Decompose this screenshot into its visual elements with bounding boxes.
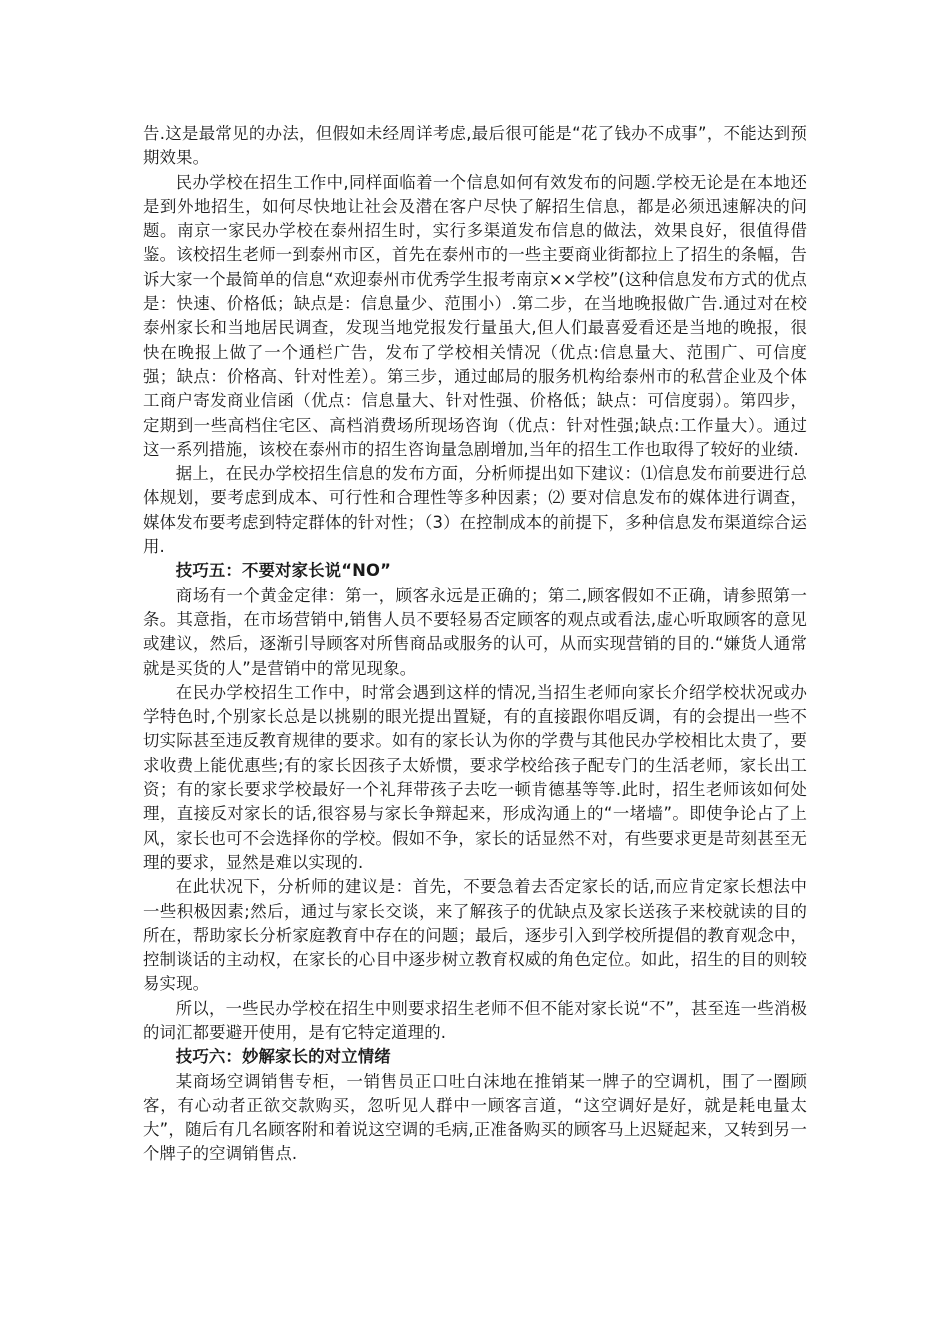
paragraph: 告.这是最常见的办法，但假如未经周详考虑,最后很可能是“花了钱办不成事”，不能达到预期效果。	[143, 124, 807, 168]
paragraph: 所以，一些民办学校在招生中则要求招生老师不但不能对家长说“不”，甚至连一些消极的词汇都要避开使用，是有它特定道理的.	[143, 998, 807, 1042]
paragraph: 某商场空调销售专柜，一销售员正口吐白沫地在推销某一牌子的空调机，围了一圈顾客，有心动者正欲交款购买，忽听见人群中一顾客言道，“这空调好是好，就是耗电量太大”，随后有几名顾客附和着说这空调的毛病,正准备购买的顾客马上迟疑起来，又转到另一个牌子的空调销售点.	[143, 1071, 807, 1164]
paragraph: 在民办学校招生工作中，时常会遇到这样的情况,当招生老师向家长介绍学校状况或办学特色时,个别家长总是以挑剔的眼光提出置疑，有的直接跟你唱反调，有的会提出一些不切实际甚至违反教育规律的要求。如有的家长认为你的学费与其他民办学校相比太贵了，要求收费上能优惠些;有的家长因孩子太娇惯，要求学校给孩子配专门的生活老师，家长出工资；有的家长要求学校最好一个礼拜带孩子去吃一顿肯德基等等.此时，招生老师该如何处理，直接反对家长的话,很容易与家长争辩起来，形成沟通上的“一堵墙”。即使争论占了上风，家长也可不会选择你的学校。假如不争，家长的话显然不对，有些要求更是苛刻甚至无理的要求，显然是难以实现的.	[143, 682, 807, 872]
section-heading: 技巧六：妙解家长的对立情绪	[175, 1047, 391, 1067]
paragraph: 民办学校在招生工作中,同样面临着一个信息如何有效发布的问题.学校无论是在本地还是到外地招生，如何尽快地让社会及潜在客户尽快了解招生信息，都是必须迅速解决的问题。南京一家民办学校在泰州招生时，实行多渠道发布信息的做法，效果良好，很值得借鉴。该校招生老师一到泰州市区，首先在泰州市的一些主要商业街都拉上了招生的条幅，告诉大家一个最简单的信息“欢迎泰州市优秀学生报考南京××学校”(这种信息发布方式的优点是：快速、价格低；缺点是：信息量少、范围小）.第二步，在当地晚报做广告.通过对在校泰州家长和当地居民调查，发现当地党报发行量虽大,但人们最喜爱看还是当地的晚报，很快在晚报上做了一个通栏广告，发布了学校相关情况（优点:信息量大、范围广、可信度强；缺点：价格高、针对性差）。第三步，通过邮局的服务机构给泰州市的私营企业及个体工商户寄发商业信函（优点：信息量大、针对性强、价格低；缺点：可信度弱）。第四步，定期到一些高档住宅区、高档消费场所现场咨询（优点：针对性强;缺点:工作量大）。通过这一系列措施，该校在泰州市的招生咨询量急剧增加,当年的招生工作也取得了较好的业绩.	[143, 172, 807, 459]
paragraph: 据上，在民办学校招生信息的发布方面，分析师提出如下建议：⑴信息发布前要进行总体规划，要考虑到成本、可行性和合理性等多种因素；⑵ 要对信息发布的媒体进行调查，媒体发布要考虑到特定群体的针对性；（3）在控制成本的前提下，多种信息发布渠道综合运用.	[143, 464, 808, 557]
paragraph: 商场有一个黄金定律：第一，顾客永远是正确的；第二,顾客假如不正确，请参照第一条。其意指，在市场营销中,销售人员不要轻易否定顾客的观点或看法,虚心听取顾客的意见或建议，然后，逐渐引导顾客对所售商品或服务的认可，从而实现营销的目的.“嫌货人通常就是买货的人”是营销中的常见现象。	[143, 585, 807, 678]
section-heading: 技巧五：不要对家长说“NO”	[175, 561, 391, 581]
paragraph: 在此状况下，分析师的建议是：首先，不要急着去否定家长的话,而应肯定家长想法中一些积极因素;然后，通过与家长交谈，来了解孩子的优缺点及家长送孩子来校就读的目的所在，帮助家长分析家庭教育中存在的问题；最后，逐步引入到学校所提倡的教育观念中，控制谈话的主动权，在家长的心目中逐步树立教育权威的角色定位。如此，招生的目的则较易实现。	[143, 877, 807, 994]
document-body	[143, 122, 807, 1167]
